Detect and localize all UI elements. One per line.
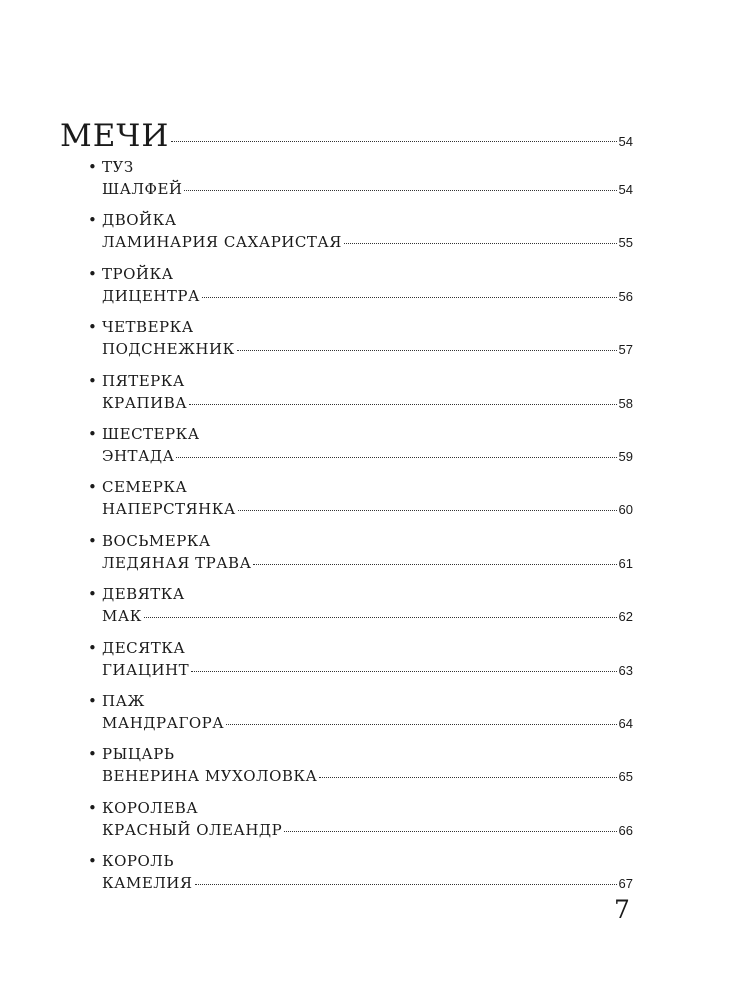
plant-name: ЛЕДЯНАЯ ТРАВА [102, 553, 252, 572]
dot-leader [319, 777, 616, 778]
entry-page-number: 57 [618, 342, 633, 358]
card-label: ТРОЙКА [102, 264, 174, 283]
entry-line [102, 605, 633, 627]
plant-name: ПОДСНЕЖНИК [102, 340, 235, 359]
bullet-icon: • [88, 585, 97, 604]
list-item [60, 690, 633, 743]
card-label: ПЯТЕРКА [102, 371, 185, 390]
entry-page-number: 56 [618, 288, 633, 304]
entry-line [102, 285, 633, 307]
entry-page-number: 60 [618, 502, 633, 518]
card-label: КОРОЛЕВА [102, 798, 199, 817]
dot-leader [195, 884, 617, 885]
list-item [60, 583, 633, 636]
entry-page-number: 65 [618, 769, 633, 785]
entry-page-number: 54 [618, 182, 633, 197]
bullet-icon: • [88, 852, 97, 871]
list-item [60, 156, 633, 209]
bullet-icon: • [88, 318, 97, 337]
dot-leader [144, 617, 617, 618]
plant-name: КРАСНЫЙ ОЛЕАНДР [102, 820, 283, 839]
list-item [60, 370, 633, 423]
card-label: ЧЕТВЕРКА [102, 318, 194, 337]
bullet-icon: • [88, 745, 97, 764]
table-of-contents [60, 116, 633, 903]
entry-line [102, 231, 633, 253]
card-label: РЫЦАРЬ [102, 745, 175, 764]
plant-name: ВЕНЕРИНА МУХОЛОВКА [102, 767, 318, 786]
plant-name: ГИАЦИНТ [102, 660, 190, 679]
entry-line [102, 819, 633, 841]
plant-name: МАНДРАГОРА [102, 713, 225, 732]
entry-line [102, 872, 633, 894]
plant-name: КАМЕЛИЯ [102, 874, 193, 893]
dot-leader [184, 190, 616, 191]
entry-page-number: 58 [618, 395, 633, 411]
entry-page-number: 62 [618, 609, 633, 625]
plant-name: КРАПИВА [102, 393, 188, 412]
entry-line [102, 178, 633, 200]
entry-page-number: 66 [618, 822, 633, 838]
plant-name: ШАЛФЕЙ [102, 180, 183, 198]
entry-page-number: 55 [618, 235, 633, 251]
entry-line [102, 712, 633, 734]
entry-line [102, 498, 633, 520]
list-item [60, 850, 633, 903]
list-item [60, 423, 633, 476]
bullet-icon: • [88, 798, 97, 817]
plant-name: МАК [102, 607, 142, 626]
list-item [60, 316, 633, 369]
list-item [60, 476, 633, 529]
card-label: ДВОЙКА [102, 211, 177, 230]
entry-page-number: 61 [618, 555, 633, 571]
card-label: ДЕСЯТКА [102, 638, 186, 657]
bullet-icon: • [88, 211, 97, 230]
section-heading [60, 116, 633, 156]
bullet-icon: • [88, 371, 97, 390]
plant-name: ЛАМИНАРИЯ САХАРИСТАЯ [102, 233, 342, 252]
list-item [60, 530, 633, 583]
list-item [60, 263, 633, 316]
dot-leader [253, 564, 616, 565]
entry-line [102, 338, 633, 360]
card-label: КОРОЛЬ [102, 852, 174, 871]
card-label: ШЕСТЕРКА [102, 424, 200, 443]
dot-leader [344, 243, 617, 244]
dot-leader [176, 457, 616, 458]
bullet-icon: • [88, 478, 97, 497]
entry-line [102, 552, 633, 574]
list-item [60, 637, 633, 690]
card-label: СЕМЕРКА [102, 478, 188, 497]
entry-page-number: 59 [618, 448, 633, 464]
page-folio: 7 [614, 895, 630, 924]
bullet-icon: • [88, 158, 97, 176]
dot-leader [284, 831, 616, 832]
list-item [60, 209, 633, 262]
card-label: ВОСЬМЕРКА [102, 531, 211, 550]
bullet-icon: • [88, 638, 97, 657]
dot-leader [189, 404, 616, 405]
section-title: МЕЧИ [60, 118, 170, 154]
card-label: ПАЖ [102, 691, 145, 710]
plant-name: ЭНТАДА [102, 446, 175, 465]
dot-leader [226, 724, 616, 725]
dot-leader [191, 671, 616, 672]
entry-page-number: 64 [618, 715, 633, 731]
card-label: ДЕВЯТКА [102, 585, 185, 604]
entry-list [60, 156, 633, 903]
entry-line [102, 765, 633, 787]
bullet-icon: • [88, 691, 97, 710]
bullet-icon: • [88, 264, 97, 283]
dot-leader [202, 297, 617, 298]
dot-leader [237, 350, 617, 351]
bullet-icon: • [88, 424, 97, 443]
entry-page-number: 67 [618, 876, 633, 892]
bullet-icon: • [88, 531, 97, 550]
section-page-number: 54 [618, 134, 633, 149]
entry-line [102, 392, 633, 414]
list-item [60, 797, 633, 850]
card-label: ТУЗ [102, 158, 134, 176]
plant-name: НАПЕРСТЯНКА [102, 500, 236, 519]
dot-leader [171, 141, 616, 142]
plant-name: ДИЦЕНТРА [102, 286, 200, 305]
entry-line [102, 659, 633, 681]
list-item [60, 743, 633, 796]
entry-page-number: 63 [618, 662, 633, 678]
dot-leader [238, 510, 617, 511]
entry-line [102, 445, 633, 467]
